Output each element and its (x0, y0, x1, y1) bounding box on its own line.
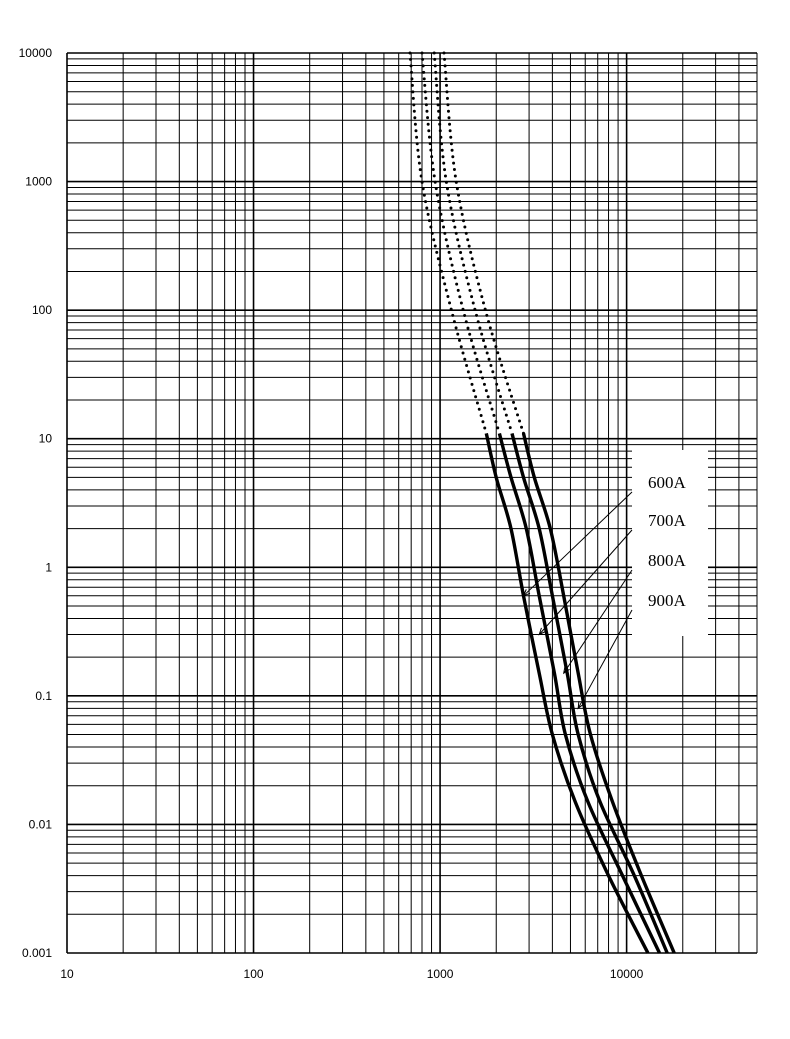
curve-700a-dotted (422, 53, 499, 433)
y-tick-label: 100 (31, 303, 52, 318)
x-tick-label: 10 (60, 967, 74, 981)
y-tick-label: 0.1 (35, 688, 52, 703)
y-tick-label: 1000 (25, 174, 52, 189)
y-tick-label: 10 (38, 431, 52, 446)
y-tick-label: 0.01 (28, 817, 52, 832)
curve-label-700a: 700A (648, 511, 686, 530)
curve-labels (523, 450, 708, 708)
leader-line (578, 610, 632, 708)
x-tick-label: 100 (243, 967, 264, 981)
x-tick-label: 10000 (609, 967, 644, 981)
curve-800a-dotted (434, 53, 512, 433)
y-tick-label: 0.001 (21, 946, 52, 960)
y-tick-label: 1 (45, 560, 52, 575)
x-tick-label: 1000 (426, 967, 454, 981)
tick-labels (19, 46, 644, 981)
curve-label-800a: 800A (648, 551, 686, 570)
curve-900a-dotted (444, 53, 524, 433)
y-tick-label: 10000 (18, 46, 52, 60)
curve-label-900a: 900A (648, 591, 686, 610)
curve-label-600a: 600A (648, 473, 686, 492)
